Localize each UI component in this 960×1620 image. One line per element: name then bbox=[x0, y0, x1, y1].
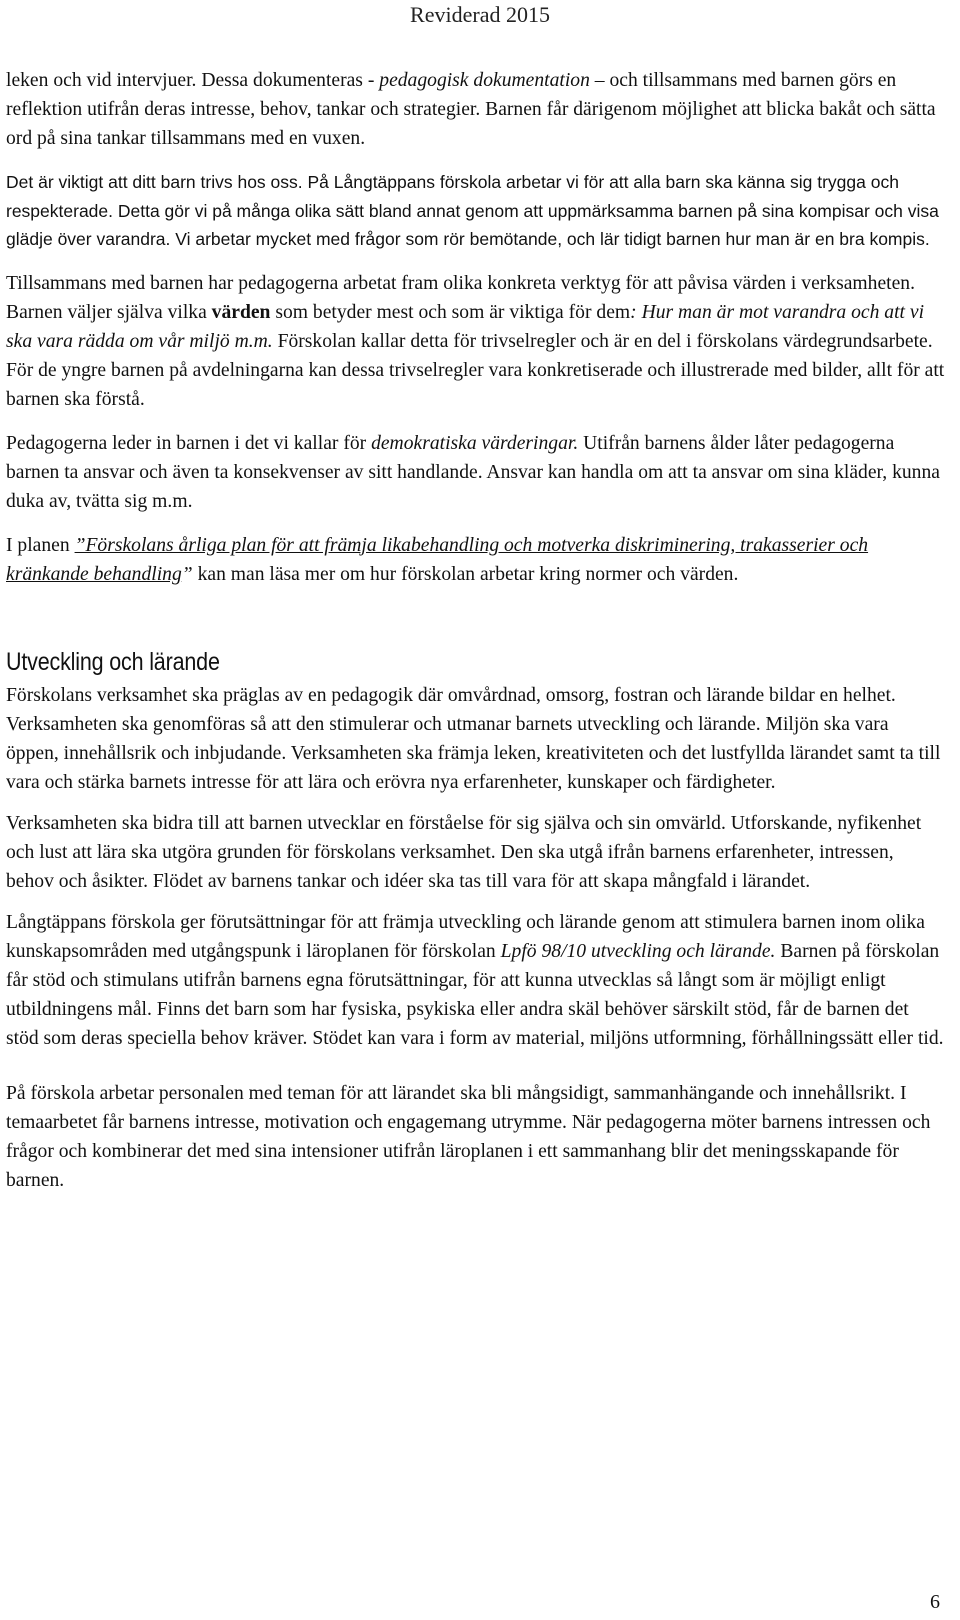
text-run: kan man läsa mer om hur förskolan arbetar kring normer och värden. bbox=[192, 563, 739, 585]
text-run: Utifrån barnens ålder låter pedagogerna barnen ta ansvar och även ta konsekvenser av sitt handlande. Ansvar kan handla om att ta ansvar om sina kläder, kunna duka av, tvätta sig m.m. bbox=[6, 432, 940, 512]
paragraph-conditions bbox=[6, 908, 946, 1053]
text-run: Pedagogerna leder in barnen i det vi kallar för bbox=[6, 432, 372, 454]
page-number: 6 bbox=[930, 1591, 940, 1613]
italic-term: pedagogisk dokumentation bbox=[379, 70, 590, 91]
text-run: Långtäppans förskola ger förutsättningar för att främja utveckling och lärande genom att stimulera barnen inom olika kunskapsområden med utgångspunk i läroplanen för förskolan bbox=[6, 911, 925, 962]
text-run: som betyder mest och som är viktiga för dem bbox=[270, 301, 631, 323]
text-run: Tillsammans med barnen har pedagogerna arbetat fram olika konkreta verktyg för att påvisa värden i verksamheten. Barnen väljer själva vilka bbox=[6, 272, 915, 323]
paragraph-understanding: Verksamheten ska bidra till att barnen utvecklar en förståelse för sig själva och sin omvärld. Utforskande, nyfikenhet och lust att lära ska utgöra grunden för förskolans verksamhet. Den ska utgå ifrån barnens erfarenheter, intressen, behov och åsikter. Flödet av barnens tankar och idéer ska tas till vara för att skapa mångfald i lärandet. bbox=[6, 812, 922, 892]
text-run: Barnen på förskolan får stöd och stimulans utifrån barnens egna förutsättningar, för att kunna utvecklas så långt som är möjligt enligt utbildningens mål. Finns det barn som har fysiska, psykiska eller andra skäl behöver särskilt stöd, får de barnen det stöd som deras speciella behov kräver. Stödet kan vara i form av material, miljöns utformning, förhållningssätt eller tid. bbox=[6, 940, 944, 1049]
paragraph-documentation bbox=[6, 66, 946, 153]
section-heading: Utveckling och lärande bbox=[6, 647, 220, 676]
bold-term: värden bbox=[211, 301, 271, 323]
paragraph-democracy bbox=[6, 429, 946, 516]
text-run: I planen bbox=[6, 534, 75, 556]
paragraph-plan-reference bbox=[6, 531, 946, 589]
page-content bbox=[6, 66, 946, 1195]
italic-example: : Hur man är mot varandra och att vi ska vara rädda om vår miljö m.m. bbox=[6, 301, 925, 352]
revision-header: Reviderad 2015 bbox=[410, 2, 550, 27]
paragraph-wellbeing: Det är viktigt att ditt barn trivs hos oss. På Långtäppans förskola arbetar vi för att alla barn ska känna sig trygga och respekterade. Detta gör vi på många olika sätt bland annat genom att uppmärksamma barnen på sina kompisar och visa glädje över varandra. Vi arbetar mycket med frågor som rör bemötande, och lär tidigt barnen hur man är en bra kompis. bbox=[6, 172, 939, 249]
text-run: leken och vid intervjuer. Dessa dokumenteras - bbox=[6, 70, 380, 91]
text-run: – och tillsammans med barnen görs en reflektion utifrån deras intresse, behov, tankar och strategier. Barnen får därigenom möjlighet att blicka bakåt och sätta ord på sina tankar tillsammans med en vuxen. bbox=[6, 70, 936, 149]
paragraph-values bbox=[6, 269, 946, 414]
plan-title-reference[interactable]: ”Förskolans årliga plan för att främja likabehandling och motverka diskriminering, trakasserier och kränkande behandling bbox=[6, 534, 869, 585]
paragraph-themes: På förskola arbetar personalen med teman för att lärandet ska bli mångsidigt, sammanhängande och innehållsrikt. I temaarbetet får barnens intresse, motivation och engagemang utrymme. När pedagogerna möter barnens intressen och frågor och kombinerar det med sina intensioner utifrån läroplanen i ett sammanhang blir det meningsskapande för barnen. bbox=[6, 1082, 931, 1191]
italic-term: demokratiska värderingar. bbox=[371, 432, 579, 454]
paragraph-pedagogy: Förskolans verksamhet ska präglas av en pedagogik där omvårdnad, omsorg, fostran och lärande bildar en helhet. Verksamheten ska genomföras så att den stimulerar och utmanar barnets utveckling och lärande. Miljön ska vara öppen, innehållsrik och inbjudande. Verksamheten ska främja leken, kreativiteten och det lustfyllda lärandet samt ta till vara och stärka barnets intresse för att lära och erövra nya erfarenheter, kunskaper och färdigheter. bbox=[6, 684, 941, 793]
text-run: Förskolan kallar detta för trivselregler och är en del i förskolans värdegrundsarbete. För de yngre barnen på avdelningarna kan dessa trivselregler vara konkretiserade och illustrerade med bilder, allt för att barnen ska förstå. bbox=[6, 330, 945, 410]
italic-curriculum: Lpfö 98/10 utveckling och lärande. bbox=[500, 940, 776, 962]
closing-quote: ” bbox=[181, 563, 193, 585]
